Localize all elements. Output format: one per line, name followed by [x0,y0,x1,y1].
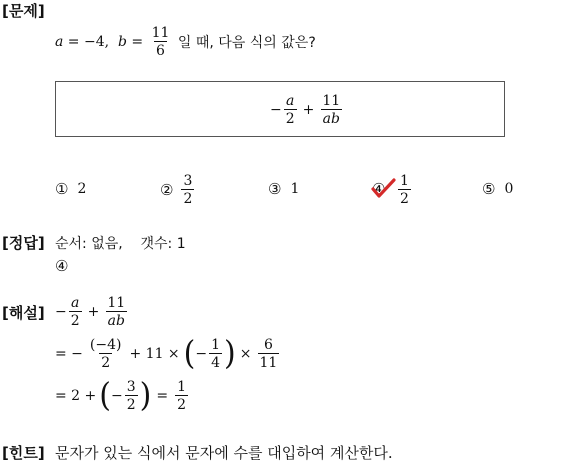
choice-4-mark: ④ [372,180,386,198]
exp2-denominator-3: 11 [259,355,278,371]
exp3-denominator-1: 2 [126,397,136,413]
choice-1-value: 2 [77,181,87,197]
expr-plus: + [302,102,315,118]
answer-meta: 순서: 없음, 갯수: 1 [55,236,186,252]
exp3-neg: − [111,388,123,404]
exp3-numerator-2: 1 [177,378,187,395]
exp1-denominator-1: 2 [70,313,80,329]
exp2-fraction-3 [258,337,280,371]
exp2-denominator-1: 2 [101,355,111,371]
exp1-minus: − [55,304,67,320]
hint-tag: [힌트] [2,444,45,462]
choice-2-mark: ② [160,181,174,199]
problem-statement [55,24,316,60]
explanation-tag: [해설] [2,304,45,322]
exp2-fraction-1 [88,337,124,371]
problem-tag: [문제] [2,2,45,20]
exp3-fraction-1 [125,379,138,413]
b-denominator: 6 [156,43,165,59]
b-equals: = [126,34,148,50]
exp1-fraction-2 [105,295,127,329]
expr-numerator-1: a [286,92,295,109]
exp3-numerator-1: 3 [126,378,136,395]
var-b: b [117,34,127,50]
exp1-numerator-1: a [71,294,80,311]
choice-3[interactable] [268,176,299,202]
choice-3-value: 1 [290,181,300,197]
explanation-line-3 [55,376,190,416]
question-text: 일 때, 다음 식의 값은? [173,35,316,51]
b-numerator: 11 [151,24,170,41]
b-fraction [150,25,172,59]
exp3-eq2: = [156,388,169,404]
answer-tag: [정답] [2,234,45,252]
exp2-neg: − [195,346,208,362]
choice-2-denominator: 2 [183,191,193,207]
explanation-line-2 [55,334,281,374]
choice-5-value: 0 [504,181,514,197]
choice-2-numerator: 3 [183,172,193,189]
exp2-mid: + 11 × [129,346,180,362]
exp3-rparen: ) [139,376,152,415]
choice-4-mark-wrap [372,179,394,201]
choice-3-mark: ③ [268,180,282,198]
choice-4-numerator: 1 [400,172,409,189]
exp3-fraction-2 [175,379,188,413]
choice-5-mark: ⑤ [482,180,496,198]
choice-4[interactable] [372,170,413,210]
exp3-denominator-2: 2 [177,397,187,413]
exp1-plus: + [87,304,100,320]
exp1-numerator-2: 11 [107,294,126,311]
choice-4-fraction [398,173,411,207]
choice-2-fraction [181,173,194,207]
explanation-line-1 [55,292,129,332]
expression [270,90,344,130]
exp1-denominator-2: ab [107,313,125,329]
exp2-eq: = − [55,346,83,362]
exp2-denominator-2: 4 [211,355,221,371]
exp3-lparen: ( [99,376,111,415]
exp3-eq: = 2 + [55,388,97,404]
expr-fraction-2 [320,93,342,127]
choice-2[interactable] [160,170,196,210]
check-mark-icon [370,177,396,201]
choice-1-mark: ① [55,180,69,198]
choice-5[interactable] [482,176,513,202]
exp2-numerator-1: (−4) [89,336,122,353]
expr-denominator-2: ab [322,111,340,127]
expr-fraction-1 [284,93,297,127]
exp2-rparen: ) [224,334,236,373]
hint-text: 문자가 있는 식에서 문자에 수를 대입하여 계산한다. [55,444,393,462]
var-a: a [55,34,64,50]
exp2-numerator-3: 6 [263,336,273,353]
expr-numerator-2: 11 [322,92,341,109]
exp2-lparen: ( [183,334,196,373]
exp2-numerator-2: 1 [211,336,221,353]
choice-1[interactable] [55,176,86,202]
exp1-fraction-1 [69,295,82,329]
answer-value: ④ [55,257,69,275]
choice-4-denominator: 2 [400,191,409,207]
exp2-fraction-2 [209,337,222,371]
exp2-times: × [239,346,252,362]
expr-denominator-1: 2 [285,111,295,127]
a-value: = −4, [63,34,118,50]
expr-minus: − [270,102,282,118]
